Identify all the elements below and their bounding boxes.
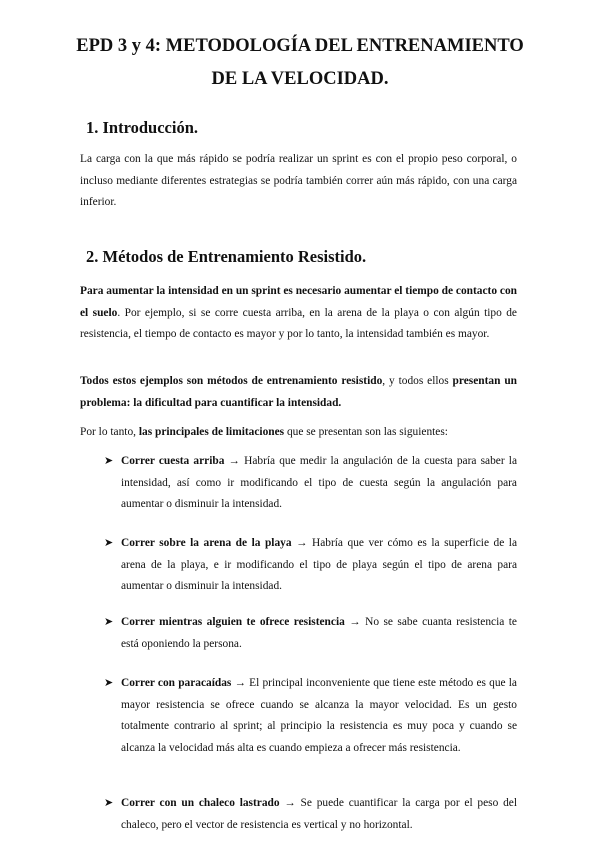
item-label: Correr sobre la arena de la playa <box>121 537 292 549</box>
list-item <box>104 612 517 655</box>
p3-post-text: que se presentan son las siguientes: <box>284 426 448 438</box>
title-line-1: EPD 3 y 4: METODOLOGÍA DEL ENTRENAMIENTO <box>76 36 524 56</box>
right-arrow-icon: → <box>234 677 246 689</box>
p1-bold-text: Para aumentar la intensidad en un sprint es necesario aumentar el tiempo de contacto con el suelo <box>80 285 517 319</box>
list-item <box>104 793 517 836</box>
section-1-paragraph: La carga con la que más rápido se podría realizar un sprint es con el propio peso corporal, o incluso mediante diferentes estrategias se podría también correr aún más rápido, con una carga inferior. <box>80 153 517 208</box>
item-label: Correr mientras alguien te ofrece resistencia <box>121 616 345 628</box>
item-text: Habría que medir la angulación de la cuesta para saber la intensidad, así como ir modificando el tipo de cuesta según la angulación para aumentar o disminuir la intensidad. <box>121 455 518 510</box>
arrowhead-bullet-icon: ➤ <box>104 455 114 467</box>
p3-pre-text: Por lo tanto, <box>80 426 139 438</box>
item-text: Habría que ver cómo es la superficie de la arena de la playa, e ir modificando el tipo de playa según el tipo de arena para aumentar o disminuir la intensidad. <box>121 537 518 592</box>
list-item <box>104 673 517 759</box>
arrowhead-bullet-icon: ➤ <box>104 616 114 628</box>
list-item <box>104 533 517 598</box>
arrowhead-bullet-icon: ➤ <box>104 677 114 689</box>
list-item <box>104 451 517 516</box>
title-line-2: DE LA VELOCIDAD. <box>211 69 389 89</box>
item-text: No se sabe cuanta resistencia te está oponiendo la persona. <box>121 616 517 650</box>
item-text: Se puede cuantificar la carga por el peso del chaleco, pero el vector de resistencia es vertical y no horizontal. <box>121 797 517 831</box>
right-arrow-icon: → <box>228 455 240 467</box>
right-arrow-icon: → <box>296 537 308 549</box>
p2-bold-text-2: presentan un problema: la dificultad para cuantificar la intensidad. <box>80 375 517 409</box>
item-label: Correr cuesta arriba <box>121 455 225 467</box>
section-1-heading: 1. Introducción. <box>86 118 199 137</box>
right-arrow-icon: → <box>349 616 361 628</box>
section-2-paragraph-3 <box>80 422 517 444</box>
section-2-heading: 2. Métodos de Entrenamiento Resistido. <box>86 247 367 266</box>
p2-bold-text-1: Todos estos ejemplos son métodos de entrenamiento resistido <box>80 375 383 387</box>
item-label: Correr con paracaídas <box>121 677 232 689</box>
p3-bold-text: las principales de limitaciones <box>138 426 285 438</box>
item-text: El principal inconveniente que tiene este método es que la mayor resistencia se ofrece cuando se alcanza la mayor velocidad. Es un gesto totalmente contrario al sprint; al principio la resistencia es muy poca y cuando se alcanza la velocidad más alta es cuando empieza a ofrecer más resistencia. <box>121 677 517 754</box>
section-2-paragraph-2 <box>80 371 517 414</box>
document-title <box>60 30 540 96</box>
arrowhead-bullet-icon: ➤ <box>104 797 114 809</box>
arrowhead-bullet-icon: ➤ <box>104 537 114 549</box>
right-arrow-icon: → <box>284 797 296 809</box>
item-label: Correr con un chaleco lastrado <box>121 797 280 809</box>
p2-text: , y todos ellos <box>382 375 453 387</box>
p1-text: . Por ejemplo, si se corre cuesta arriba, en la arena de la playa o con algún tipo de resistencia, el tiempo de contacto es mayor y por lo tanto, la intensidad también es mayor. <box>80 306 517 340</box>
section-2-paragraph-1 <box>80 281 517 346</box>
